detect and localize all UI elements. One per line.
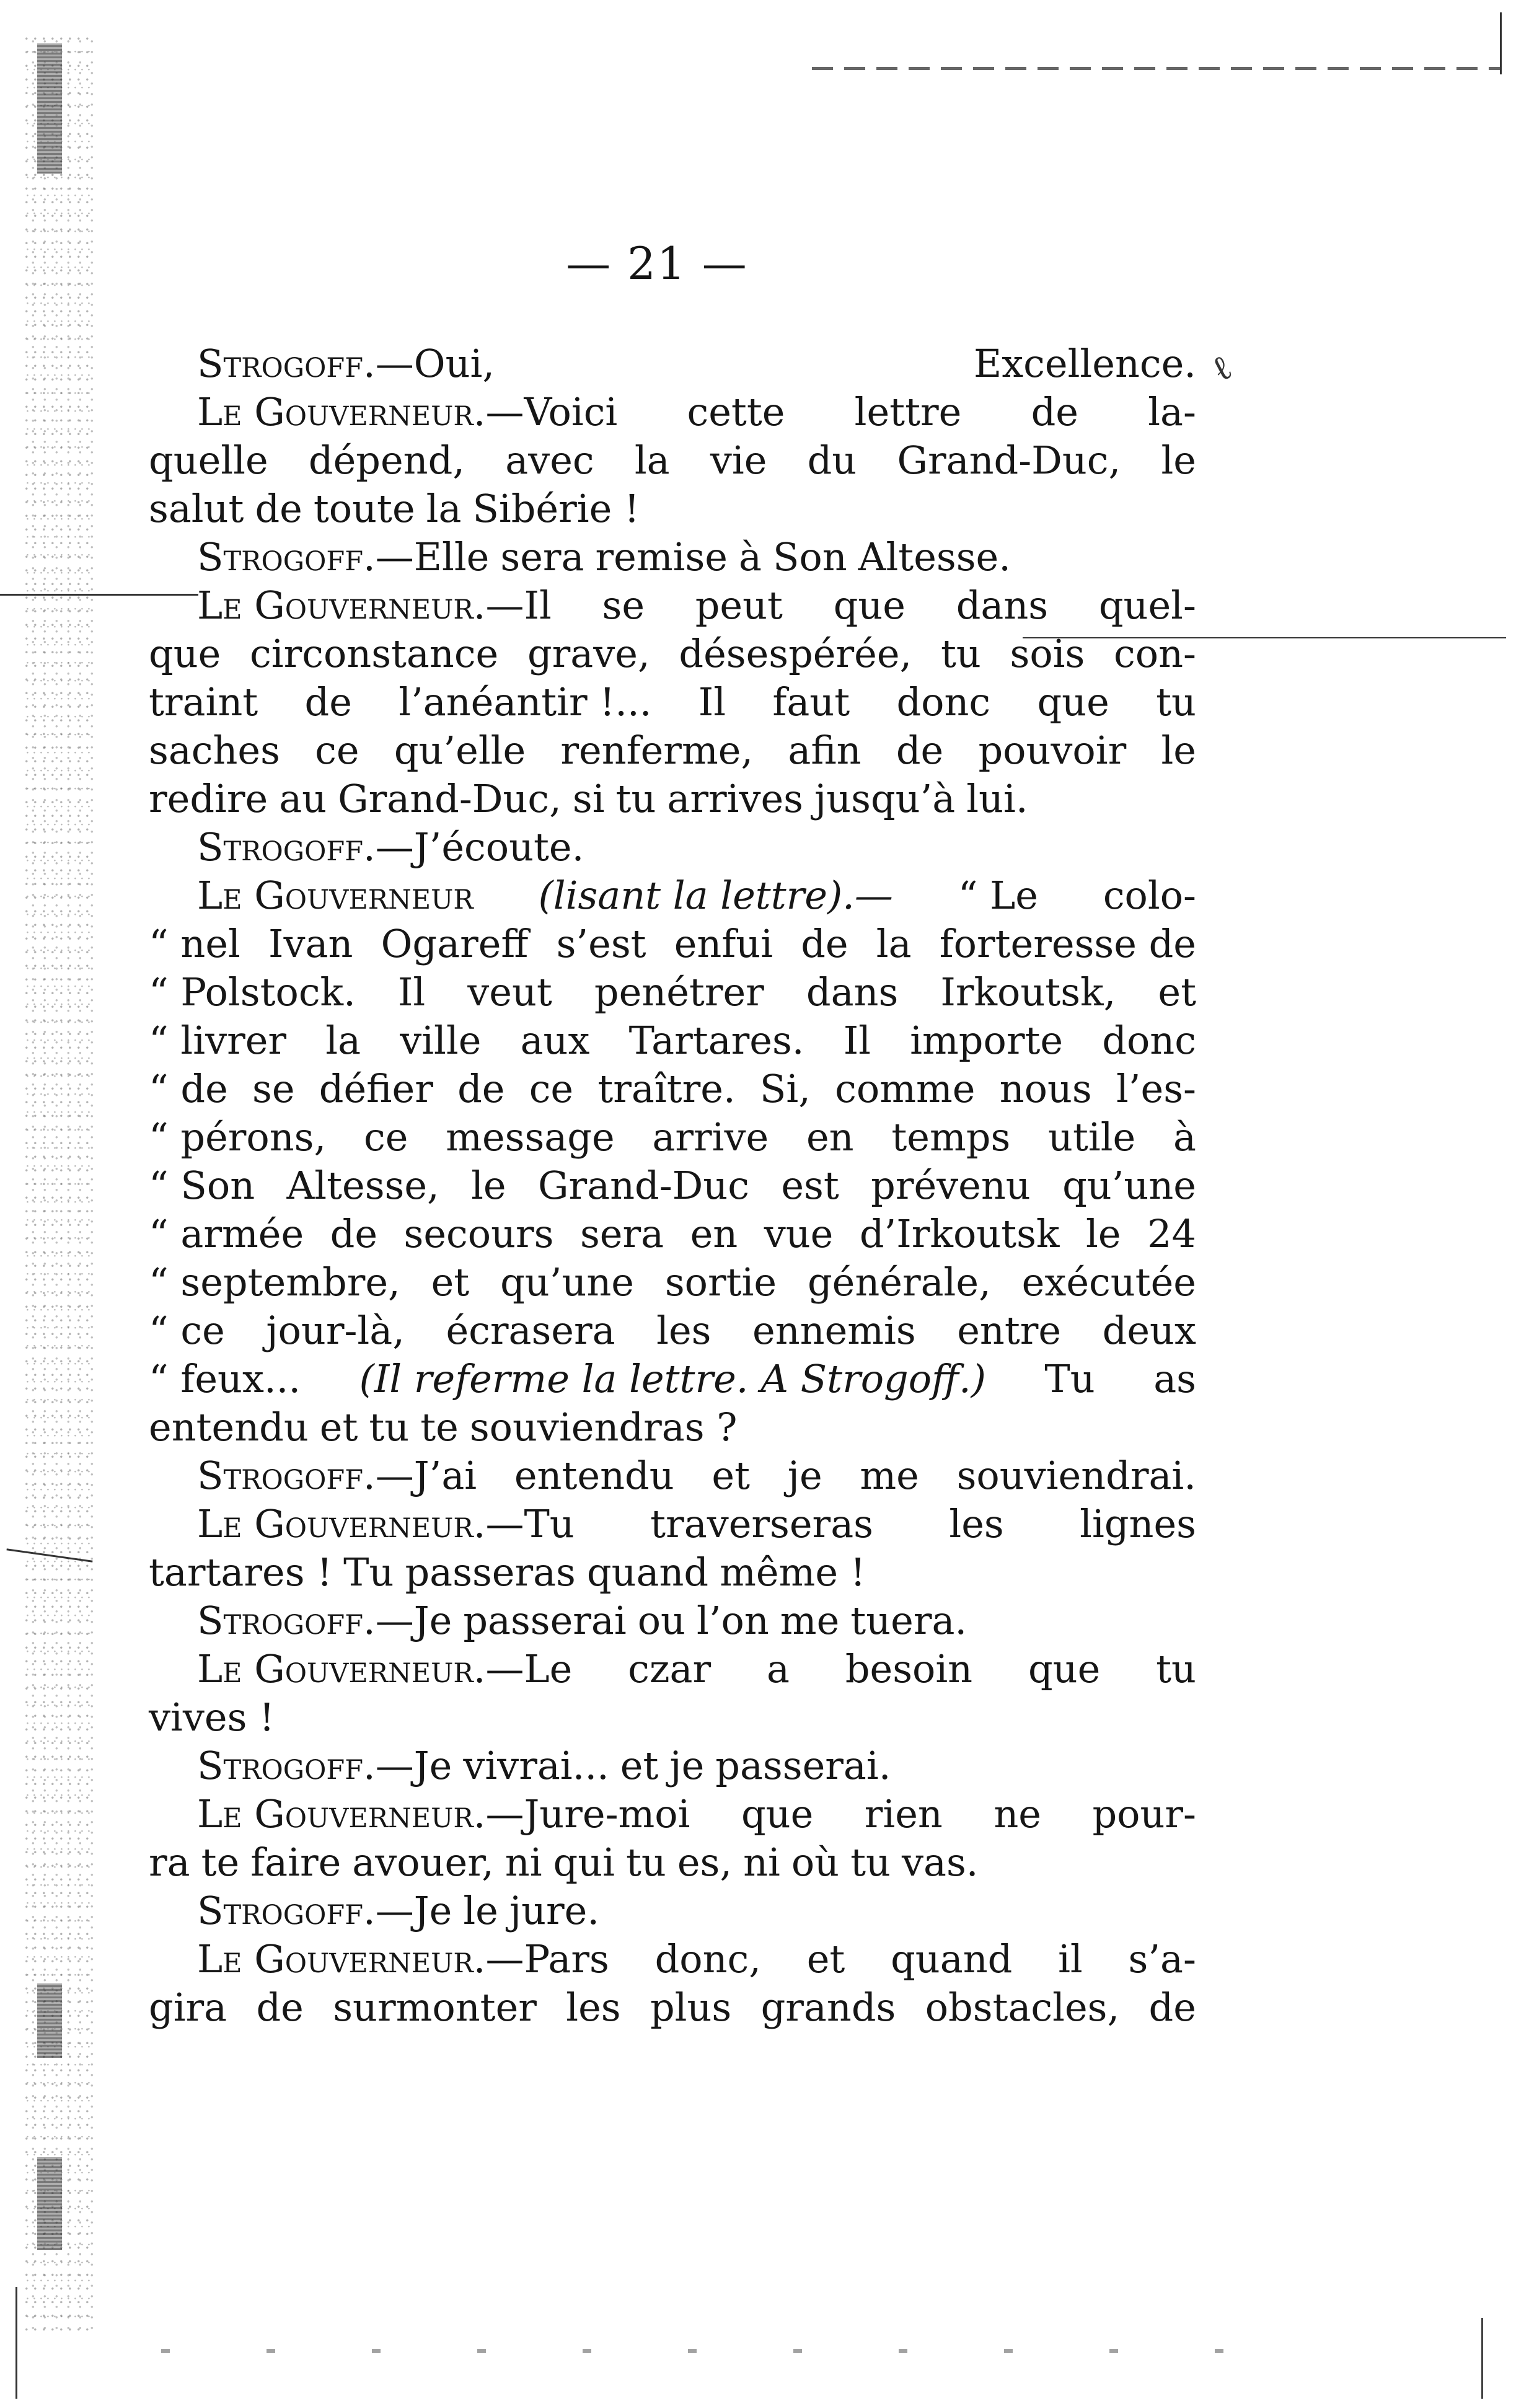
word: sera [579, 1211, 664, 1256]
word: le [463, 1888, 498, 1933]
word: Ogareff [381, 921, 529, 966]
word: Grand-Duc [537, 1163, 750, 1208]
bottom-dashed-artifact [161, 2349, 1277, 2353]
word: l’on [697, 1598, 769, 1643]
word: de [457, 1066, 505, 1111]
word: veut [467, 969, 552, 1015]
word: au [279, 776, 327, 821]
word: deux [1102, 1308, 1196, 1353]
text-line [149, 1742, 1196, 1790]
word: il [1058, 1936, 1083, 1982]
word: la [876, 921, 912, 966]
text-line [149, 871, 1196, 920]
word: te [420, 1405, 459, 1450]
word: l’anéantir !... [399, 679, 652, 725]
word: désespérée, [679, 631, 912, 676]
word: la- [1148, 389, 1196, 434]
text-line [149, 968, 1196, 1017]
word: grave, [527, 631, 650, 676]
word: rien [864, 1791, 943, 1837]
text-line [149, 678, 1196, 726]
word: la [325, 1018, 361, 1063]
word: et [431, 1259, 470, 1305]
binding-dark-top [37, 43, 62, 174]
word: tuera. [850, 1598, 967, 1643]
word: ce [363, 1114, 408, 1160]
text-line [149, 1597, 1196, 1645]
word: tu [1156, 1646, 1196, 1691]
word: tu [850, 1840, 891, 1885]
text-line [149, 1162, 1196, 1210]
word: le [471, 1163, 506, 1208]
word: de [256, 1985, 304, 2030]
word: sera [500, 534, 584, 580]
stage-direction: (lisant la lettre).— [538, 873, 893, 918]
word: besoin [845, 1646, 973, 1691]
word: sortie [664, 1259, 777, 1305]
word: Il [843, 1018, 871, 1063]
word: saches [149, 728, 280, 773]
word: dépend, [308, 438, 465, 483]
word: “ livrer [149, 1018, 287, 1063]
word: passeras [405, 1550, 576, 1595]
word: donc [896, 679, 991, 725]
word: Il [397, 969, 426, 1015]
right-margin-rule-bottom [1481, 2318, 1483, 2399]
word: que [741, 1791, 814, 1837]
word: donc [1102, 1018, 1196, 1063]
word: de [1148, 1985, 1196, 2030]
word: qu’une [500, 1259, 634, 1305]
word: arrive [652, 1114, 769, 1160]
word: jure. [509, 1888, 600, 1933]
word: ne [994, 1791, 1041, 1837]
word: l’es- [1116, 1066, 1196, 1111]
word: pouvoir [978, 728, 1127, 773]
word: de [330, 1211, 378, 1256]
speaker-name: Le Gouverneur.—Il [197, 583, 552, 628]
word: entendu [149, 1405, 309, 1450]
word: obstacles, [925, 1985, 1120, 2030]
word: tartares ! [149, 1550, 333, 1595]
word: Son [772, 534, 847, 580]
word: Ivan [268, 921, 353, 966]
speaker-name: Le Gouverneur.—Tu [197, 1501, 575, 1546]
text-line [149, 340, 1196, 388]
word: temps [891, 1114, 1011, 1160]
word: “ nel [149, 921, 240, 966]
word: même ! [720, 1550, 866, 1595]
play-dialogue-text [149, 340, 1196, 2032]
word: que [1037, 679, 1109, 725]
speaker-name: Strogoff.—J’ai [197, 1453, 477, 1498]
text-line [149, 823, 1196, 871]
word: que [1028, 1646, 1101, 1691]
word: as [1153, 1356, 1196, 1401]
word: gira [149, 1985, 227, 2030]
word: a [767, 1646, 790, 1691]
text-line [149, 1017, 1196, 1065]
word: ce [315, 728, 359, 773]
word: te [201, 1840, 240, 1885]
speaker-name: Strogoff.—J’écoute. [197, 824, 584, 870]
text-line [149, 1258, 1196, 1307]
word: arrives [667, 776, 803, 821]
stage-direction: (Il referme la lettre. A Strogoff.) [359, 1356, 986, 1401]
text-line [149, 1548, 1196, 1597]
binding-dark-bottom [37, 2157, 62, 2250]
word: circonstance [250, 631, 499, 676]
text-line [149, 630, 1196, 678]
word: message [446, 1114, 615, 1160]
word: me [860, 1453, 919, 1498]
word: souviendrai. [956, 1453, 1196, 1498]
word: ou [637, 1598, 685, 1643]
word: tu [615, 776, 656, 821]
word: le [1085, 1211, 1121, 1256]
word: lui. [966, 776, 1028, 821]
word: à [1173, 1114, 1196, 1160]
word: si [572, 776, 605, 821]
word: Sibérie ! [472, 486, 640, 531]
speaker-name: Le Gouverneur.—Jure-moi [197, 1791, 690, 1837]
word: “ feux... [149, 1356, 301, 1401]
word: “ Polstock. [149, 969, 356, 1015]
word: tu [1156, 679, 1196, 725]
text-line [149, 485, 1196, 533]
word: prévenu [871, 1163, 1031, 1208]
word: générale, [807, 1259, 991, 1305]
text-line [149, 1887, 1196, 1935]
word: peut [695, 583, 783, 628]
word: que [149, 631, 221, 676]
word: dans [956, 583, 1049, 628]
word: Altesse, [286, 1163, 439, 1208]
speaker-name: Le Gouverneur.—Voici [197, 389, 618, 434]
word: du [807, 438, 857, 483]
word: donc, [654, 1936, 761, 1982]
word: czar [628, 1646, 712, 1691]
right-margin-rule-top [1500, 12, 1502, 74]
word: la [426, 486, 462, 531]
word: s’est [556, 921, 646, 966]
word: Grand-Duc, [897, 438, 1121, 483]
text-line [149, 920, 1196, 968]
word: où [791, 1840, 840, 1885]
word: ra [149, 1840, 190, 1885]
word: passerai [463, 1598, 627, 1643]
text-line [149, 1645, 1196, 1693]
word: con- [1114, 631, 1196, 676]
page-number: — 21 — [566, 237, 748, 289]
speaker-name: Strogoff.—Je [197, 1598, 452, 1643]
word: “ Son [149, 1163, 255, 1208]
text-line [149, 1452, 1196, 1500]
word: penétrer [594, 969, 764, 1015]
word: ennemis [752, 1308, 916, 1353]
word: cette [687, 389, 785, 434]
word: d’Irkoutsk [859, 1211, 1060, 1256]
word: jour-là, [266, 1308, 405, 1353]
word: surmonter [333, 1985, 537, 2030]
word: jusqu’à [814, 776, 956, 821]
word: salut [149, 486, 244, 531]
word: de [255, 486, 302, 531]
word: es, [677, 1840, 733, 1885]
word: et [620, 1743, 659, 1788]
word: quel- [1098, 583, 1196, 628]
text-line [149, 775, 1196, 823]
word: Altesse. [858, 534, 1011, 580]
text-line [149, 1403, 1196, 1452]
word: nous [999, 1066, 1092, 1111]
speaker-name: Le Gouverneur [197, 873, 474, 918]
word: toute [313, 486, 415, 531]
word: “ de [149, 1066, 228, 1111]
word: à [738, 534, 762, 580]
word: se [602, 583, 645, 628]
word: et [806, 1936, 845, 1982]
word: importe [910, 1018, 1064, 1063]
word: “ armée [149, 1211, 304, 1256]
word: de [1031, 389, 1078, 434]
word: Tartares. [628, 1018, 804, 1063]
word: quand [891, 1936, 1013, 1982]
word: “ ce [149, 1308, 225, 1353]
word: est [781, 1163, 839, 1208]
word: traverseras [650, 1501, 873, 1546]
left-margin-rule [15, 2287, 17, 2399]
text-line [149, 1210, 1196, 1258]
word: que [833, 583, 906, 628]
word: avec [505, 438, 594, 483]
binding-dark-middle [37, 1983, 62, 2058]
word: et [712, 1453, 750, 1498]
text-line [149, 1355, 1196, 1403]
word: de [304, 679, 352, 725]
word: de [896, 728, 944, 773]
word: tu [626, 1840, 666, 1885]
word: Si, [759, 1066, 811, 1111]
word: Tu [343, 1550, 394, 1595]
word: en [806, 1114, 854, 1160]
word: qu’elle [394, 728, 526, 773]
word: comme [835, 1066, 976, 1111]
word: vives ! [149, 1695, 275, 1740]
word: traître. [597, 1066, 736, 1111]
word: pour- [1092, 1791, 1196, 1837]
word: en [690, 1211, 738, 1256]
text-line [149, 533, 1196, 581]
word: vas. [901, 1840, 979, 1885]
word: remise [595, 534, 728, 580]
word: ni [743, 1840, 780, 1885]
word: aux [520, 1018, 590, 1063]
word: avouer, [352, 1840, 494, 1885]
word: lettre [854, 389, 962, 434]
word: ce [529, 1066, 574, 1111]
text-line [149, 388, 1196, 436]
word: Grand-Duc, [338, 776, 562, 821]
word: me [780, 1598, 840, 1643]
word: vivrai... [463, 1743, 609, 1788]
word: plus [650, 1985, 732, 2030]
word: tu [940, 631, 981, 676]
word: écrasera [446, 1308, 615, 1353]
text-line [149, 1838, 1196, 1887]
word: entre [957, 1308, 1062, 1353]
word: lignes [1080, 1501, 1196, 1546]
word: le [1161, 438, 1196, 483]
word: Irkoutsk, [940, 969, 1116, 1015]
word: et [319, 1405, 358, 1450]
text-line [149, 1500, 1196, 1548]
word: s’a- [1128, 1936, 1196, 1982]
word: secours [403, 1211, 554, 1256]
speaker-name: Le Gouverneur.—Le [197, 1646, 573, 1691]
word: enfui [674, 921, 773, 966]
word: forteresse de [939, 921, 1196, 966]
word: redire [149, 776, 268, 821]
word: vue [764, 1211, 834, 1256]
word: de [801, 921, 848, 966]
word: quelle [149, 438, 268, 483]
word: défier [319, 1066, 433, 1111]
word: vie [710, 438, 767, 483]
word: la [634, 438, 670, 483]
word: colo- [1103, 873, 1196, 918]
word: dans [806, 969, 899, 1015]
word: 24 [1147, 1211, 1196, 1256]
word: je [787, 1453, 822, 1498]
word: je [669, 1743, 705, 1788]
word: “ Le [958, 873, 1038, 918]
word: ni [505, 1840, 542, 1885]
word: renferme, [560, 728, 754, 773]
word: “ septembre, [149, 1259, 400, 1305]
speaker-name: Le Gouverneur.—Pars [197, 1936, 609, 1982]
word: Il [698, 679, 726, 725]
speaker-name: Strogoff.—Je [197, 1743, 452, 1788]
text-line [149, 581, 1196, 630]
speaker-name: Strogoff.—Oui, [197, 341, 495, 386]
word: souviendras ? [469, 1405, 738, 1450]
speaker-name: Strogoff.—Elle [197, 534, 490, 580]
word: passerai. [715, 1743, 891, 1788]
text-line [149, 1693, 1196, 1742]
word: les [949, 1501, 1004, 1546]
text-line [149, 726, 1196, 775]
word: traint [149, 679, 258, 725]
word: “ pérons, [149, 1114, 327, 1160]
word: Tu [1044, 1356, 1095, 1401]
word: Excellence. [973, 341, 1196, 386]
word: quand [586, 1550, 709, 1595]
word: grands [760, 1985, 896, 2030]
word: sois [1010, 631, 1085, 676]
word: exécutée [1021, 1259, 1196, 1305]
text-line [149, 1983, 1196, 2032]
speaker-name: Strogoff.—Je [197, 1888, 452, 1933]
word: entendu [514, 1453, 674, 1498]
text-line [149, 1113, 1196, 1162]
word: les [656, 1308, 712, 1353]
word: faut [772, 679, 850, 725]
text-line [149, 1307, 1196, 1355]
word: faire [250, 1840, 341, 1885]
word: tu [369, 1405, 410, 1450]
margin-pencil-mark: ℓ [1205, 346, 1239, 390]
word: se [252, 1066, 295, 1111]
word: le [1161, 728, 1196, 773]
word: qu’une [1062, 1163, 1196, 1208]
word: qui [553, 1840, 615, 1885]
text-line [149, 436, 1196, 485]
text-line [149, 1935, 1196, 1983]
text-line [149, 1065, 1196, 1113]
word: les [566, 1985, 621, 2030]
word: utile [1048, 1114, 1136, 1160]
top-dashed-artifact [812, 67, 1500, 70]
word: afin [788, 728, 861, 773]
word: et [1158, 969, 1196, 1015]
text-line [149, 1790, 1196, 1838]
word: ville [400, 1018, 482, 1063]
